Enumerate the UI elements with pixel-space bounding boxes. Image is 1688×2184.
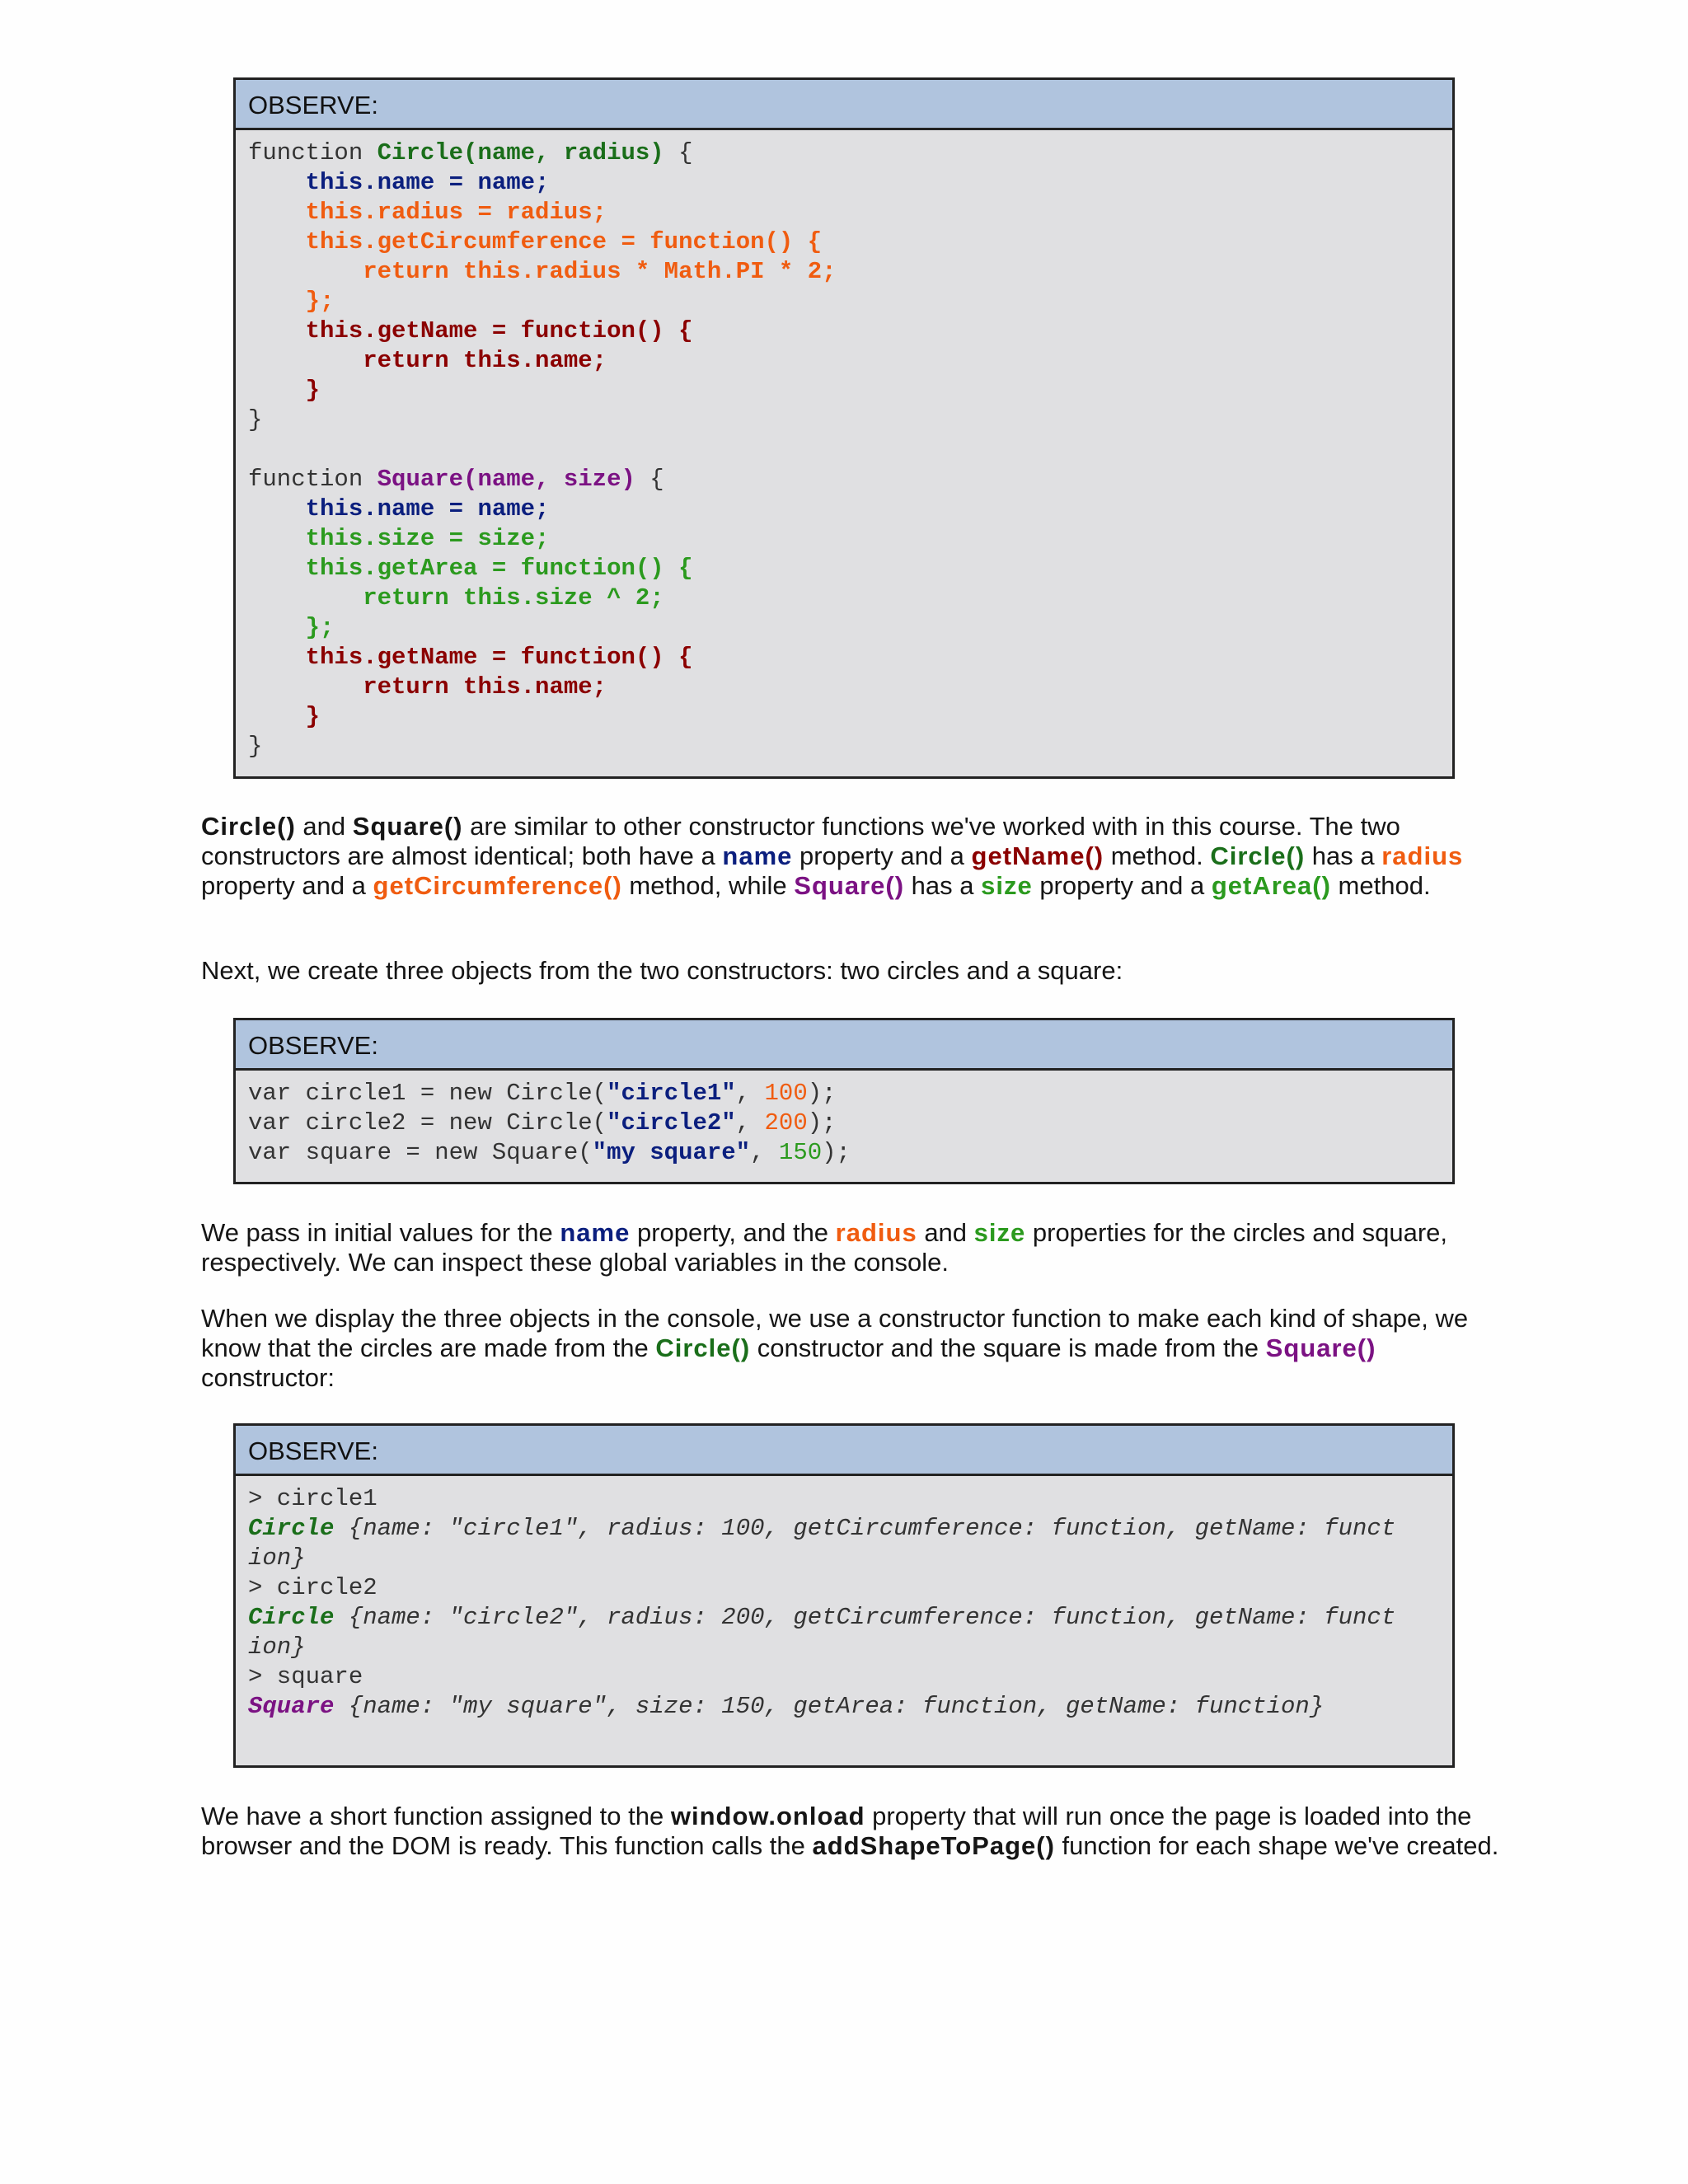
code-token: return this.radius * Math.PI * 2; [248,258,837,285]
observe-header: OBSERVE: [236,1426,1452,1476]
observe-box-constructors [233,77,1455,779]
code-token: var square = new Square( [248,1139,593,1166]
observe-box-console [233,1423,1455,1768]
code-line [248,554,1440,583]
code-token: {name: "my square", size: 150, getArea: function, getName: function} [334,1693,1325,1720]
text-run: constructor: [201,1363,335,1392]
text-run: and [917,1218,974,1247]
code-token: Circle [248,1604,335,1631]
inline-code-term: window.onload [670,1802,865,1830]
inline-code-term: name [560,1218,631,1247]
code-line [248,405,1440,435]
text-run: are similar to other constructor functions we've worked with in this course. The two constructors are almost identical; both have a [201,812,1400,870]
text-run: has a [1305,841,1382,870]
code-token: var circle1 = new Circle( [248,1080,607,1107]
code-token: function [248,139,377,166]
observe-box-instances [233,1018,1455,1184]
code-token: this.size = size; [248,525,550,552]
text-run: properties for the circles and square, respectively. We can inspect these global variables in the console. [201,1218,1448,1277]
code-token: this.getArea = function() { [248,555,693,582]
code-token: } [248,703,321,730]
inline-code-term: size [973,1218,1026,1247]
code-block-console [236,1476,1452,1722]
code-line [248,1079,1440,1108]
code-line [248,1544,1440,1573]
code-line [248,1692,1440,1722]
text-run: function for each shape we've created. [1054,1831,1499,1860]
text-run: property, and the [630,1218,836,1247]
code-line [248,1603,1440,1633]
inline-code-term: getArea() [1211,871,1331,900]
code-token: this.getName = function() { [248,644,693,671]
code-line [248,583,1440,613]
code-token: return this.name; [248,673,607,701]
code-block-instances [236,1071,1452,1168]
code-token: } [248,406,263,434]
code-line [248,613,1440,643]
code-line [248,1484,1440,1514]
code-token: this.getName = function() { [248,317,693,344]
inline-code-term: Square() [794,871,905,900]
code-token: {name: "circle1", radius: 100, getCircumference: function, getName: funct [334,1515,1396,1542]
code-token: ion} [248,1544,306,1572]
code-line [248,524,1440,554]
code-token: this.name = name; [248,169,550,196]
paragraph-window-onload [201,1802,1503,1861]
text-run: property and a [792,841,972,870]
code-token: }; [248,288,335,315]
inline-code-term: size [981,871,1033,900]
code-line [248,227,1440,257]
code-token: function [248,466,377,493]
code-line [248,494,1440,524]
code-token: Square [248,1693,335,1720]
code-line [248,435,1440,465]
code-line [248,287,1440,316]
inline-code-term: name [722,841,793,870]
code-token: return this.size ^ 2; [248,584,664,612]
code-token: { [663,139,693,166]
code-token: return this.name; [248,347,607,374]
code-token: } [248,377,321,404]
code-token: Circle(name, radius) [377,139,664,166]
code-token: 200 [764,1109,808,1137]
code-line [248,346,1440,376]
inline-code-term: addShapeToPage() [812,1831,1055,1860]
code-line [248,1662,1440,1692]
code-line [248,1138,1440,1168]
inline-code-term: radius [835,1218,917,1247]
code-token: {name: "circle2", radius: 200, getCircumference: function, getName: funct [334,1604,1396,1631]
inline-code-term: Square() [1265,1333,1376,1362]
observe-header: OBSERVE: [236,1020,1452,1071]
code-token: var circle2 = new Circle( [248,1109,607,1137]
code-line [248,1514,1440,1544]
code-token: 100 [764,1080,808,1107]
code-token: ); [807,1080,837,1107]
text-run: property that will run once the page is loaded into the browser and the DOM is ready. This function calls the [201,1802,1472,1860]
code-token: "my square" [592,1139,751,1166]
code-line [248,1573,1440,1603]
code-token: 150 [778,1139,823,1166]
code-token: this.getCircumference = function() { [248,228,823,255]
code-token: ion} [248,1633,306,1661]
code-line [248,168,1440,198]
code-token: ); [807,1109,837,1137]
code-token: ); [822,1139,851,1166]
text-run: and [295,812,353,841]
text-run: method, while [621,871,795,900]
code-token: > circle1 [248,1485,377,1512]
observe-header: OBSERVE: [236,80,1452,130]
inline-code-term: radius [1381,841,1464,870]
text-run: has a [904,871,982,900]
text-run: When we display the three objects in the console, we use a constructor function to make each kind of shape, we know that the circles are made from the [201,1304,1469,1362]
code-token: Square(name, size) [377,466,635,493]
code-token: , [735,1080,765,1107]
text-run: property and a [1032,871,1212,900]
code-line [248,138,1440,168]
code-token: Circle [248,1515,335,1542]
code-block-constructors [236,130,1452,762]
text-run: method. [1104,841,1211,870]
code-token: this.name = name; [248,495,550,523]
code-token: }; [248,614,335,641]
paragraph-initial-values [201,1218,1503,1277]
code-token: > square [248,1663,363,1690]
inline-code-term: Circle() [201,812,296,841]
code-line [248,198,1440,227]
text-run: method. [1330,871,1431,900]
inline-code-term: getCircumference() [373,871,622,900]
paragraph-constructors-description [201,812,1503,901]
inline-code-term: Circle() [655,1333,751,1362]
code-line [248,257,1440,287]
paragraph-create-objects: Next, we create three objects from the two constructors: two circles and a square: [201,956,1123,985]
code-line [248,376,1440,405]
code-line [248,702,1440,732]
code-line [248,1633,1440,1662]
code-line [248,1108,1440,1138]
code-line [248,732,1440,762]
inline-code-term: getName() [971,841,1104,870]
text-run: We pass in initial values for the [201,1218,560,1247]
code-token: > circle2 [248,1574,377,1601]
code-line [248,643,1440,673]
inline-code-term: Circle() [1210,841,1306,870]
code-line [248,673,1440,702]
code-line [248,465,1440,494]
code-token: { [635,466,664,493]
inline-code-term: Square() [352,812,463,841]
text-run: property and a [201,871,373,900]
code-token: this.radius = radius; [248,199,607,226]
code-token: "circle1" [607,1080,736,1107]
text-run: We have a short function assigned to the [201,1802,671,1830]
text-run: constructor and the square is made from the [750,1333,1266,1362]
code-line [248,316,1440,346]
code-token: , [750,1139,779,1166]
paragraph-console-display [201,1304,1503,1393]
code-token: "circle2" [607,1109,736,1137]
code-token: , [735,1109,765,1137]
code-token: } [248,733,263,760]
